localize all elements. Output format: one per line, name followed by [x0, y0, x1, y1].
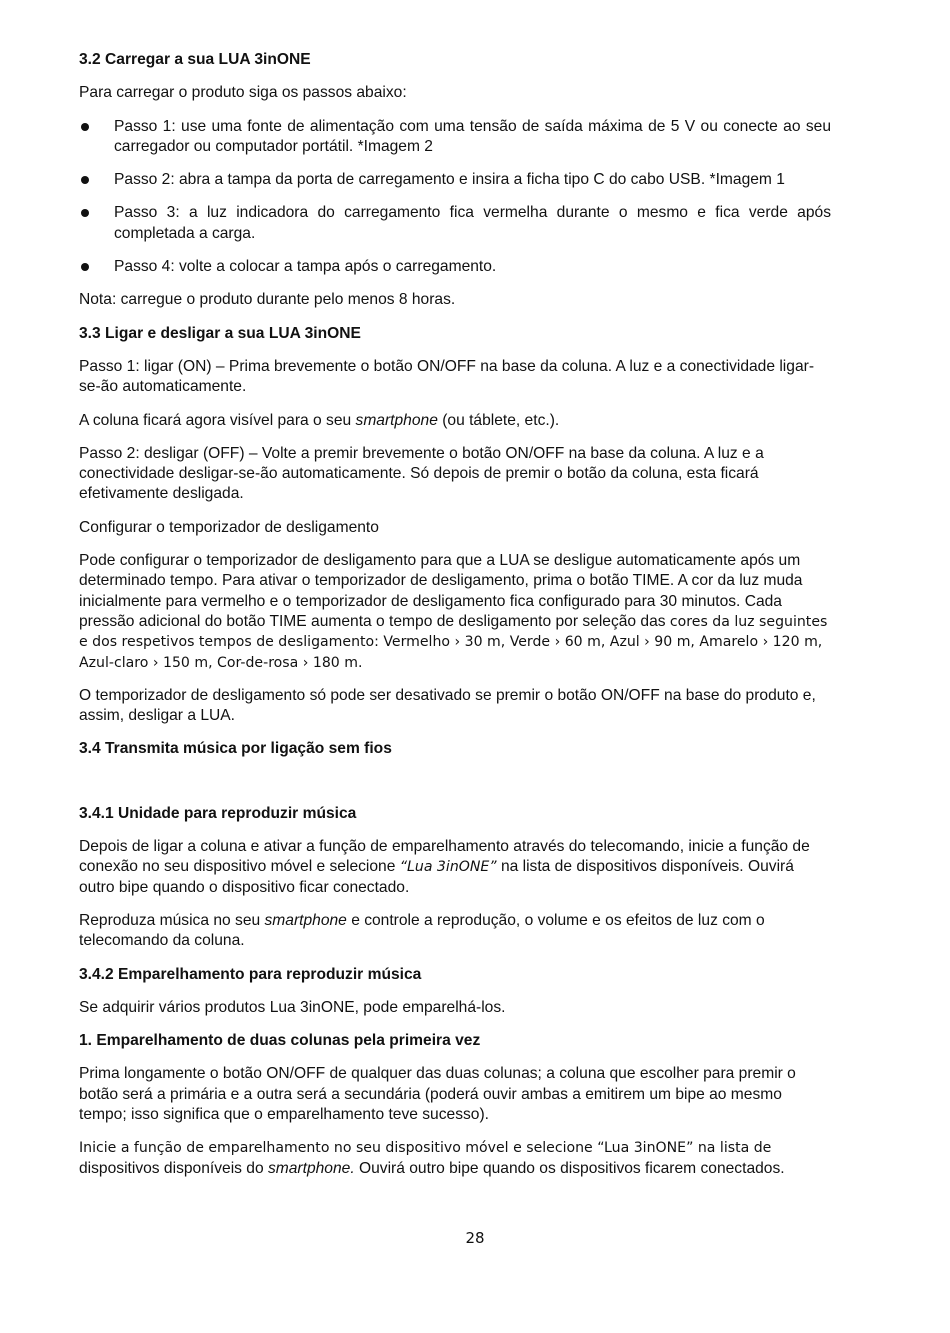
power-off-paragraph: Passo 2: desligar (OFF) – Volte a premir brevemente o botão ON/OFF na base da coluna. A luz e a conectividade desligar-se-ão automaticamente. Só depois de premir o botão da coluna, esta ficará efetivamente desligada. [79, 444, 764, 503]
charging-steps-list [79, 117, 831, 278]
section-heading-3-3: 3.3 Ligar e desligar a sua LUA 3inONE [79, 324, 361, 342]
text-run: na lista de dispositivos disponíveis. Ouvirá outro bipe quando o dispositivo ficar conectado. [79, 858, 794, 896]
text-run: dispositivos disponíveis do [79, 1159, 268, 1177]
pairing-device-paragraph [79, 1138, 831, 1179]
bullet-icon [81, 176, 89, 184]
playback-paragraph [79, 911, 831, 952]
list-item [79, 117, 831, 158]
timer-paragraph [79, 551, 831, 673]
text-run: Pode configurar o temporizador de desligamento para que a LUA se desligue automaticamente após um determinado tempo. Para ativar o temporizador de desligamento, prima o botão TIME. A cor da luz muda inicialmente para vermelho e o temporizador de desligamento fica configurado para 30 minutos. Cada pressão adicional do botão TIME aumenta o tempo de desligamento por seleção das [79, 552, 803, 630]
power-on-paragraph: Passo 1: ligar (ON) – Prima brevemente o botão ON/OFF na base da coluna. A luz e a conectividade ligar-se-ão automaticamente. [79, 357, 815, 396]
section-heading-3-4-1: 3.4.1 Unidade para reproduzir música [79, 804, 357, 822]
list-item [79, 257, 831, 277]
step-text: Passo 1: use uma fonte de alimentação com uma tensão de saída máxima de 5 V ou conecte ao seu carregador ou computador portátil. *Imagem 2 [114, 117, 831, 155]
italic-term: smartphone [264, 911, 347, 929]
section-heading-3-4: 3.4 Transmita música por ligação sem fios [79, 740, 392, 758]
text-run: (ou táblete, etc.). [437, 411, 560, 429]
timer-colors-text: cores da luz seguintes e dos respetivos tempos de desligamento: Vermelho › 30 m, Verde › 60 m, Azul › 90 m, Amarelo › 120 m, Azul-claro › 150 m, Cor-de-rosa › 180 m. [79, 613, 828, 671]
charging-note: Nota: carregue o produto durante pelo menos 8 horas. [79, 291, 456, 309]
section-heading-3-4-2: 3.4.2 Emparelhamento para reproduzir música [79, 965, 422, 983]
text-run: Depois de ligar a coluna e ativar a função de emparelhamento através do telecomando, inicie a função de conexão no seu dispositivo móvel e selecione [79, 838, 810, 876]
section-heading-3-2: 3.2 Carregar a sua LUA 3inONE [79, 51, 311, 68]
italic-term: smartphone. [267, 1159, 355, 1177]
text-run: Ouvirá outro bipe quando os dispositivos ficarem conectados. [354, 1159, 785, 1177]
pairing-paragraph: Prima longamente o botão ON/OFF de qualquer das duas colunas; a coluna que escolher para premir o botão será a primária e a outra será a secundária (poderá ouvir ambas a emitirem um bipe ao mesmo tempo; isso significa que o emparelhamento teve sucesso). [79, 1065, 796, 1123]
pairing-subheading: 1. Emparelhamento de duas colunas pela primeira vez [79, 1032, 481, 1050]
text-run: e controle a reprodução, o volume e os efeitos de luz com o telecomando da coluna. [79, 911, 765, 950]
bullet-icon [81, 263, 89, 271]
timer-title: Configurar o temporizador de desligamento [79, 518, 379, 536]
charging-intro: Para carregar o produto siga os passos abaixo: [79, 84, 407, 102]
text-run: Inicie a função de emparelhamento no seu dispositivo móvel e selecione “Lua 3inONE” na lista de [79, 1140, 772, 1157]
spacer [79, 773, 831, 804]
connect-paragraph [79, 837, 831, 898]
page-number: 28 [465, 1229, 485, 1247]
timer-disable-paragraph: O temporizador de desligamento só pode ser desativado se premir o botão ON/OFF na base do produto e, assim, desligar a LUA. [79, 686, 816, 725]
visibility-paragraph [79, 411, 831, 431]
list-item [79, 170, 831, 190]
list-item [79, 203, 831, 244]
document-page [79, 50, 831, 1192]
bullet-icon [81, 123, 89, 131]
bullet-icon [81, 209, 89, 217]
text-run: A coluna ficará agora visível para o seu [79, 411, 356, 429]
step-text: Passo 2: abra a tampa da porta de carregamento e insira a ficha tipo C do cabo USB. *Imagem 1 [114, 171, 785, 189]
step-text: Passo 3: a luz indicadora do carregamento fica vermelha durante o mesmo e fica verde após completada a carga. [114, 204, 831, 242]
italic-term: smartphone [355, 411, 438, 429]
pairing-intro: Se adquirir vários produtos Lua 3inONE, pode emparelhá-los. [79, 998, 506, 1016]
device-name: “Lua 3inONE” [399, 859, 497, 876]
text-run: Reproduza música no seu [79, 911, 265, 929]
step-text: Passo 4: volte a colocar a tampa após o carregamento. [114, 258, 497, 276]
